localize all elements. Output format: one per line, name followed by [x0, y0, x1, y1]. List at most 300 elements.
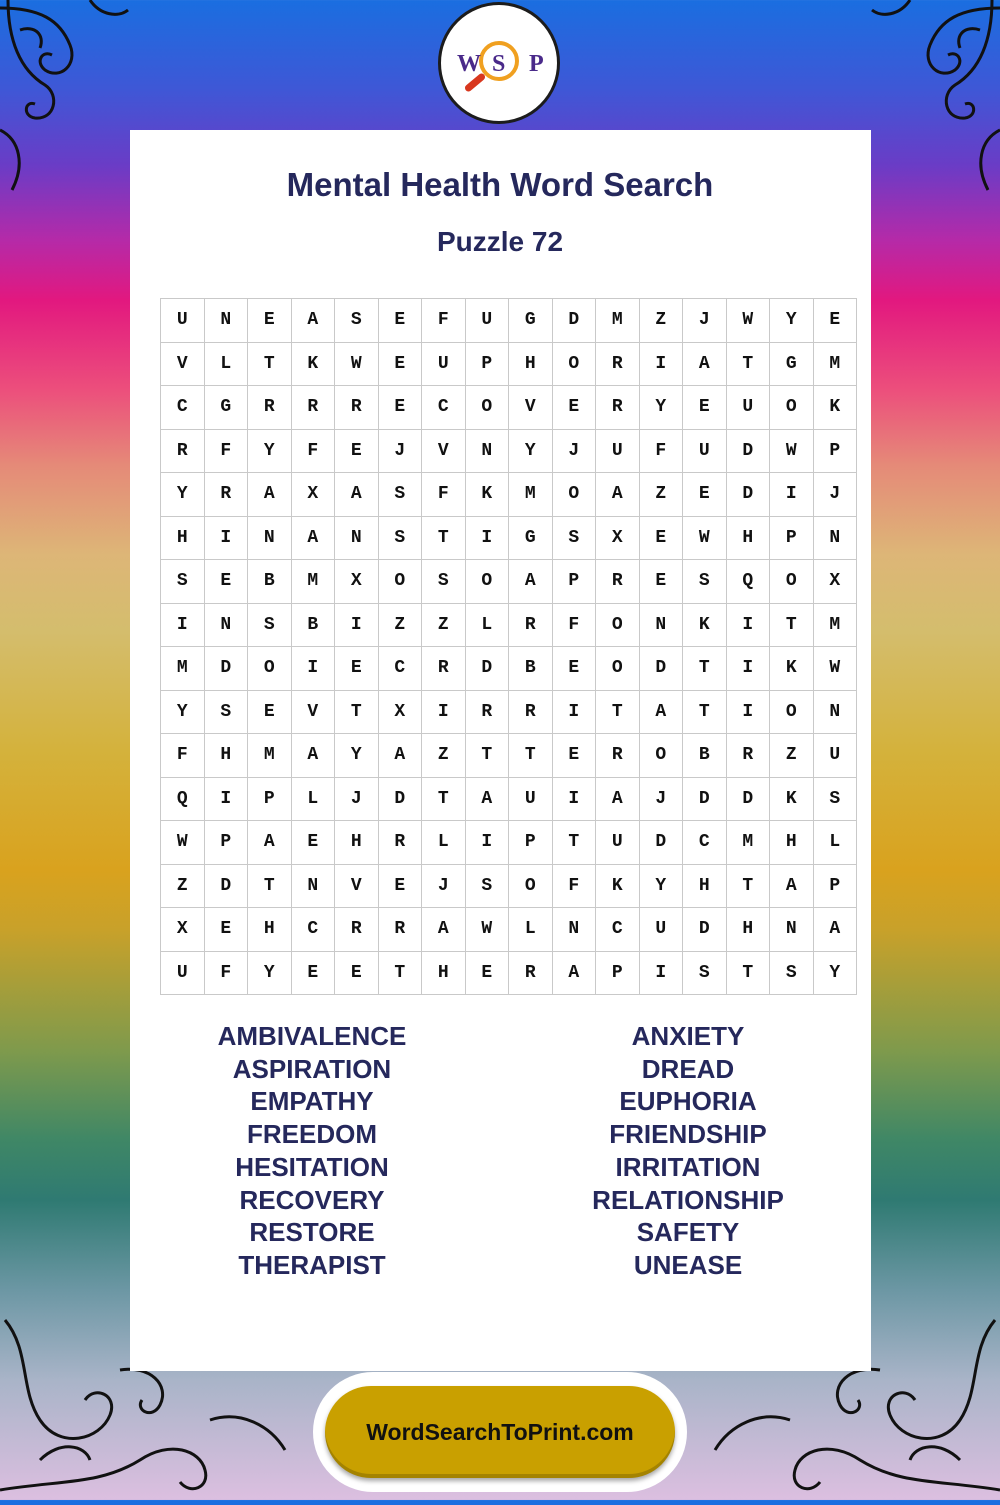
grid-cell[interactable]: T [509, 734, 553, 778]
grid-cell[interactable]: E [248, 690, 292, 734]
grid-cell[interactable]: L [204, 342, 248, 386]
grid-cell[interactable]: A [248, 473, 292, 517]
grid-cell[interactable]: F [639, 429, 683, 473]
grid-cell[interactable]: N [204, 299, 248, 343]
grid-cell[interactable]: F [552, 603, 596, 647]
grid-cell[interactable]: K [596, 864, 640, 908]
grid-cell[interactable]: M [813, 603, 857, 647]
grid-cell[interactable]: S [161, 560, 205, 604]
word-list-item: AMBIVALENCE [217, 1021, 407, 1051]
grid-cell[interactable]: D [726, 777, 770, 821]
grid-cell[interactable]: F [204, 429, 248, 473]
grid-cell[interactable]: N [204, 603, 248, 647]
word-list-item: RESTORE [249, 1217, 375, 1248]
grid-cell[interactable]: S [683, 951, 727, 995]
word-list-item: EUPHORIA [619, 1086, 757, 1117]
grid-cell[interactable]: F [161, 734, 205, 778]
grid-cell[interactable]: W [683, 516, 727, 560]
grid-cell[interactable]: P [813, 429, 857, 473]
grid-cell[interactable]: R [378, 821, 422, 865]
grid-cell[interactable]: O [248, 647, 292, 691]
grid-cell[interactable]: H [683, 864, 727, 908]
grid-cell[interactable]: U [422, 342, 466, 386]
grid-cell[interactable]: W [335, 342, 379, 386]
grid-cell[interactable]: E [378, 342, 422, 386]
grid-row [161, 516, 857, 560]
grid-cell[interactable]: E [335, 647, 379, 691]
grid-cell[interactable]: R [509, 603, 553, 647]
grid-cell[interactable]: J [639, 777, 683, 821]
site-link-pill[interactable] [313, 1372, 687, 1492]
grid-row [161, 734, 857, 778]
grid-cell[interactable]: O [770, 560, 814, 604]
grid-cell[interactable]: Y [639, 864, 683, 908]
grid-cell[interactable]: V [291, 690, 335, 734]
grid-cell[interactable]: T [726, 951, 770, 995]
grid-cell[interactable]: Y [770, 299, 814, 343]
grid-cell[interactable]: H [726, 908, 770, 952]
grid-cell[interactable]: R [248, 386, 292, 430]
word-list-item: RELATIONSHIP [592, 1184, 784, 1215]
grid-cell[interactable]: B [509, 647, 553, 691]
grid-cell[interactable]: P [248, 777, 292, 821]
site-logo[interactable] [438, 2, 560, 124]
grid-cell[interactable]: K [683, 603, 727, 647]
grid-cell[interactable]: J [335, 777, 379, 821]
grid-cell[interactable]: P [204, 821, 248, 865]
grid-cell[interactable]: Y [248, 429, 292, 473]
grid-cell[interactable]: O [552, 473, 596, 517]
grid-cell[interactable]: C [378, 647, 422, 691]
grid-cell[interactable]: E [378, 386, 422, 430]
grid-cell[interactable]: U [465, 299, 509, 343]
grid-cell[interactable]: A [813, 908, 857, 952]
grid-cell[interactable]: O [378, 560, 422, 604]
grid-cell[interactable]: I [552, 690, 596, 734]
grid-cell[interactable]: S [335, 299, 379, 343]
grid-cell[interactable]: K [770, 777, 814, 821]
grid-cell[interactable]: H [335, 821, 379, 865]
grid-cell[interactable]: U [509, 777, 553, 821]
word-list-item: IRRITATION [615, 1151, 761, 1182]
grid-cell[interactable]: L [509, 908, 553, 952]
logo-letter-s: S [492, 51, 506, 77]
word-list-item: UNEASE [633, 1249, 743, 1280]
grid-cell[interactable]: I [726, 690, 770, 734]
grid-row [161, 342, 857, 386]
grid-cell[interactable]: O [770, 690, 814, 734]
grid-cell[interactable]: J [378, 429, 422, 473]
grid-cell[interactable]: D [683, 777, 727, 821]
grid-cell[interactable]: I [465, 516, 509, 560]
logo-letter-p: P [529, 51, 544, 77]
grid-cell[interactable]: A [291, 299, 335, 343]
grid-row [161, 690, 857, 734]
grid-cell[interactable]: B [248, 560, 292, 604]
grid-row [161, 908, 857, 952]
grid-cell[interactable]: A [248, 821, 292, 865]
grid-cell[interactable]: P [552, 560, 596, 604]
grid-cell[interactable]: O [596, 647, 640, 691]
grid-cell[interactable]: C [683, 821, 727, 865]
grid-row [161, 473, 857, 517]
grid-cell[interactable]: C [291, 908, 335, 952]
word-list-item: HESITATION [235, 1151, 389, 1182]
grid-cell[interactable]: D [204, 647, 248, 691]
grid-cell[interactable]: S [770, 951, 814, 995]
grid-cell[interactable]: A [422, 908, 466, 952]
grid-cell[interactable]: I [335, 603, 379, 647]
grid-cell[interactable]: R [161, 429, 205, 473]
grid-cell[interactable]: P [813, 864, 857, 908]
grid-row [161, 603, 857, 647]
grid-cell[interactable]: R [378, 908, 422, 952]
grid-cell[interactable]: Y [813, 951, 857, 995]
grid-cell[interactable]: D [683, 908, 727, 952]
grid-cell[interactable]: D [204, 864, 248, 908]
grid-cell[interactable]: I [204, 777, 248, 821]
grid-cell[interactable]: E [204, 560, 248, 604]
grid-cell[interactable]: N [813, 516, 857, 560]
grid-cell[interactable]: R [465, 690, 509, 734]
word-list-left [162, 1020, 462, 1282]
grid-cell[interactable]: A [596, 473, 640, 517]
grid-cell[interactable]: O [770, 386, 814, 430]
puzzle-title: Mental Health Word Search [286, 166, 714, 203]
grid-cell[interactable]: U [161, 951, 205, 995]
grid-cell[interactable]: J [422, 864, 466, 908]
grid-cell[interactable]: M [509, 473, 553, 517]
grid-cell[interactable]: E [683, 386, 727, 430]
grid-cell[interactable]: R [509, 951, 553, 995]
grid-row [161, 386, 857, 430]
grid-cell[interactable]: T [422, 516, 466, 560]
grid-cell[interactable]: X [291, 473, 335, 517]
grid-cell[interactable]: D [465, 647, 509, 691]
grid-cell[interactable]: C [422, 386, 466, 430]
grid-row [161, 777, 857, 821]
grid-cell[interactable]: M [248, 734, 292, 778]
grid-cell[interactable]: F [204, 951, 248, 995]
grid-cell[interactable]: Z [639, 473, 683, 517]
grid-cell[interactable]: R [291, 386, 335, 430]
grid-cell[interactable]: R [596, 734, 640, 778]
grid-cell[interactable]: U [813, 734, 857, 778]
grid-cell[interactable]: I [552, 777, 596, 821]
grid-cell[interactable]: A [291, 516, 335, 560]
word-list-item: EMPATHY [250, 1086, 374, 1117]
grid-cell[interactable]: A [465, 777, 509, 821]
grid-cell[interactable]: U [726, 386, 770, 430]
grid-cell[interactable]: R [596, 560, 640, 604]
grid-cell[interactable]: X [813, 560, 857, 604]
grid-cell[interactable]: D [378, 777, 422, 821]
puzzle-subtitle: Puzzle 72 [436, 226, 564, 257]
grid-cell[interactable]: O [552, 342, 596, 386]
grid-cell[interactable]: A [291, 734, 335, 778]
grid-cell[interactable]: E [552, 647, 596, 691]
grid-cell[interactable]: S [813, 777, 857, 821]
grid-cell[interactable]: L [813, 821, 857, 865]
grid-cell[interactable]: S [204, 690, 248, 734]
grid-cell[interactable]: E [291, 951, 335, 995]
grid-cell[interactable]: E [204, 908, 248, 952]
grid-cell[interactable]: S [465, 864, 509, 908]
grid-cell[interactable]: W [161, 821, 205, 865]
word-list-right [538, 1020, 838, 1282]
grid-cell[interactable]: S [378, 473, 422, 517]
grid-cell[interactable]: U [683, 429, 727, 473]
grid-cell[interactable]: E [813, 299, 857, 343]
grid-cell[interactable]: Z [639, 299, 683, 343]
grid-cell[interactable]: U [639, 908, 683, 952]
grid-cell[interactable]: S [248, 603, 292, 647]
grid-cell[interactable]: G [770, 342, 814, 386]
grid-cell[interactable]: E [335, 429, 379, 473]
grid-cell[interactable]: I [726, 647, 770, 691]
grid-cell[interactable]: E [639, 560, 683, 604]
grid-cell[interactable]: G [204, 386, 248, 430]
grid-cell[interactable]: Y [639, 386, 683, 430]
grid-cell[interactable]: D [639, 821, 683, 865]
grid-cell[interactable]: F [291, 429, 335, 473]
grid-cell[interactable]: Z [422, 603, 466, 647]
grid-cell[interactable]: R [596, 342, 640, 386]
grid-cell[interactable]: R [596, 386, 640, 430]
grid-cell[interactable]: O [465, 386, 509, 430]
grid-cell[interactable]: I [422, 690, 466, 734]
grid-cell[interactable]: K [291, 342, 335, 386]
grid-cell[interactable]: E [378, 299, 422, 343]
grid-cell[interactable]: E [335, 951, 379, 995]
grid-cell[interactable]: K [465, 473, 509, 517]
grid-cell[interactable]: O [465, 560, 509, 604]
grid-row [161, 560, 857, 604]
grid-row [161, 951, 857, 995]
grid-cell[interactable]: E [552, 386, 596, 430]
word-list-item: THERAPIST [238, 1249, 386, 1280]
grid-cell[interactable]: O [509, 864, 553, 908]
grid-cell[interactable]: V [422, 429, 466, 473]
grid-cell[interactable]: C [161, 386, 205, 430]
grid-cell[interactable]: X [335, 560, 379, 604]
grid-cell[interactable]: N [813, 690, 857, 734]
grid-cell[interactable]: M [726, 821, 770, 865]
grid-cell[interactable]: T [248, 342, 292, 386]
grid-cell[interactable]: X [161, 908, 205, 952]
grid-row [161, 821, 857, 865]
grid-cell[interactable]: R [335, 386, 379, 430]
grid-cell[interactable]: I [291, 647, 335, 691]
grid-cell[interactable]: T [248, 864, 292, 908]
grid-cell[interactable]: E [639, 516, 683, 560]
grid-cell[interactable]: Q [726, 560, 770, 604]
grid-cell[interactable]: Z [378, 603, 422, 647]
grid-cell[interactable]: A [596, 777, 640, 821]
grid-cell[interactable]: M [596, 299, 640, 343]
grid-cell[interactable]: E [291, 821, 335, 865]
grid-cell[interactable]: K [770, 647, 814, 691]
grid-cell[interactable]: S [378, 516, 422, 560]
grid-cell[interactable]: R [422, 647, 466, 691]
grid-cell[interactable]: N [770, 908, 814, 952]
logo-letter-w: W [457, 51, 481, 77]
word-list-item: SAFETY [636, 1217, 740, 1248]
grid-cell[interactable]: W [813, 647, 857, 691]
grid-cell[interactable]: I [465, 821, 509, 865]
grid-cell[interactable]: L [465, 603, 509, 647]
grid-cell[interactable]: T [422, 777, 466, 821]
grid-cell[interactable]: E [465, 951, 509, 995]
grid-row [161, 647, 857, 691]
grid-cell[interactable]: A [335, 473, 379, 517]
grid-cell[interactable]: T [726, 342, 770, 386]
grid-cell[interactable]: A [378, 734, 422, 778]
grid-cell[interactable]: W [726, 299, 770, 343]
grid-cell[interactable]: A [552, 951, 596, 995]
grid-cell[interactable]: Z [770, 734, 814, 778]
grid-cell[interactable]: T [726, 864, 770, 908]
grid-cell[interactable]: I [161, 603, 205, 647]
grid-cell[interactable]: V [161, 342, 205, 386]
grid-cell[interactable]: D [639, 647, 683, 691]
grid-cell[interactable]: H [248, 908, 292, 952]
grid-cell[interactable]: S [422, 560, 466, 604]
grid-cell[interactable]: H [726, 516, 770, 560]
grid-cell[interactable]: N [465, 429, 509, 473]
grid-cell[interactable]: F [422, 473, 466, 517]
grid-cell[interactable]: T [335, 690, 379, 734]
grid-cell[interactable]: M [291, 560, 335, 604]
grid-cell[interactable]: T [465, 734, 509, 778]
grid-cell[interactable]: J [683, 299, 727, 343]
grid-cell[interactable]: N [291, 864, 335, 908]
grid-cell[interactable]: R [726, 734, 770, 778]
grid-cell[interactable]: U [161, 299, 205, 343]
grid-cell[interactable]: Y [335, 734, 379, 778]
grid-cell[interactable]: Z [422, 734, 466, 778]
grid-cell[interactable]: Q [161, 777, 205, 821]
letter-grid [160, 298, 857, 995]
grid-cell[interactable]: N [335, 516, 379, 560]
grid-cell[interactable]: O [639, 734, 683, 778]
word-list-item: ASPIRATION [232, 1053, 392, 1084]
site-link-button[interactable] [325, 1386, 675, 1478]
grid-cell[interactable]: Y [161, 690, 205, 734]
grid-cell[interactable]: P [465, 342, 509, 386]
grid-cell[interactable]: Y [509, 429, 553, 473]
grid-cell[interactable]: G [509, 516, 553, 560]
grid-cell[interactable]: I [204, 516, 248, 560]
grid-cell[interactable]: P [596, 951, 640, 995]
grid-cell[interactable]: F [552, 864, 596, 908]
grid-cell[interactable]: I [639, 342, 683, 386]
grid-cell[interactable]: H [770, 821, 814, 865]
grid-cell[interactable]: A [639, 690, 683, 734]
grid-cell[interactable]: U [596, 821, 640, 865]
word-list-item: ANXIETY [631, 1021, 745, 1051]
grid-cell[interactable]: H [204, 734, 248, 778]
grid-cell[interactable]: N [639, 603, 683, 647]
grid-cell[interactable]: J [552, 429, 596, 473]
grid-cell[interactable]: T [378, 951, 422, 995]
grid-cell[interactable]: I [726, 603, 770, 647]
grid-cell[interactable]: J [813, 473, 857, 517]
grid-cell[interactable]: C [596, 908, 640, 952]
grid-cell[interactable]: B [291, 603, 335, 647]
grid-cell[interactable]: H [509, 342, 553, 386]
grid-cell[interactable]: S [552, 516, 596, 560]
grid-cell[interactable]: D [726, 473, 770, 517]
grid-cell[interactable]: T [770, 603, 814, 647]
grid-cell[interactable]: U [596, 429, 640, 473]
grid-cell[interactable]: H [422, 951, 466, 995]
grid-row [161, 299, 857, 343]
grid-cell[interactable]: S [683, 560, 727, 604]
grid-cell[interactable]: K [813, 386, 857, 430]
grid-cell[interactable]: W [465, 908, 509, 952]
grid-cell[interactable]: B [683, 734, 727, 778]
grid-cell[interactable]: D [552, 299, 596, 343]
grid-cell[interactable]: T [683, 647, 727, 691]
grid-cell[interactable]: L [291, 777, 335, 821]
grid-cell[interactable]: E [378, 864, 422, 908]
word-list-item: FREEDOM [247, 1119, 377, 1150]
grid-cell[interactable]: X [378, 690, 422, 734]
grid-cell[interactable]: H [161, 516, 205, 560]
grid-cell[interactable]: O [596, 603, 640, 647]
grid-cell[interactable]: E [552, 734, 596, 778]
grid-cell[interactable]: Z [161, 864, 205, 908]
grid-cell[interactable]: R [509, 690, 553, 734]
grid-cell[interactable]: Y [161, 473, 205, 517]
grid-cell[interactable]: L [422, 821, 466, 865]
grid-cell[interactable]: D [726, 429, 770, 473]
word-list-item: FRIENDSHIP [609, 1119, 767, 1150]
grid-cell[interactable]: P [509, 821, 553, 865]
grid-cell[interactable]: R [204, 473, 248, 517]
grid-cell[interactable]: T [596, 690, 640, 734]
word-list-item: DREAD [641, 1053, 735, 1084]
grid-cell[interactable]: T [552, 821, 596, 865]
grid-cell[interactable]: F [422, 299, 466, 343]
word-list-item: RECOVERY [239, 1184, 385, 1215]
grid-cell[interactable]: I [639, 951, 683, 995]
grid-cell[interactable]: W [770, 429, 814, 473]
grid-cell[interactable]: X [596, 516, 640, 560]
grid-cell[interactable]: E [248, 299, 292, 343]
grid-row [161, 429, 857, 473]
grid-cell[interactable]: A [770, 864, 814, 908]
grid-cell[interactable]: M [161, 647, 205, 691]
grid-cell[interactable]: G [509, 299, 553, 343]
grid-cell[interactable]: N [248, 516, 292, 560]
grid-cell[interactable]: Y [248, 951, 292, 995]
grid-cell[interactable]: A [509, 560, 553, 604]
grid-cell[interactable]: V [335, 864, 379, 908]
grid-cell[interactable]: M [813, 342, 857, 386]
grid-cell[interactable]: P [770, 516, 814, 560]
grid-cell[interactable]: T [683, 690, 727, 734]
grid-row [161, 864, 857, 908]
grid-cell[interactable]: V [509, 386, 553, 430]
grid-cell[interactable]: R [335, 908, 379, 952]
grid-cell[interactable]: I [770, 473, 814, 517]
grid-cell[interactable]: A [683, 342, 727, 386]
grid-cell[interactable]: E [683, 473, 727, 517]
grid-cell[interactable]: N [552, 908, 596, 952]
site-link-text[interactable]: WordSearchToPrint.com [366, 1418, 634, 1445]
